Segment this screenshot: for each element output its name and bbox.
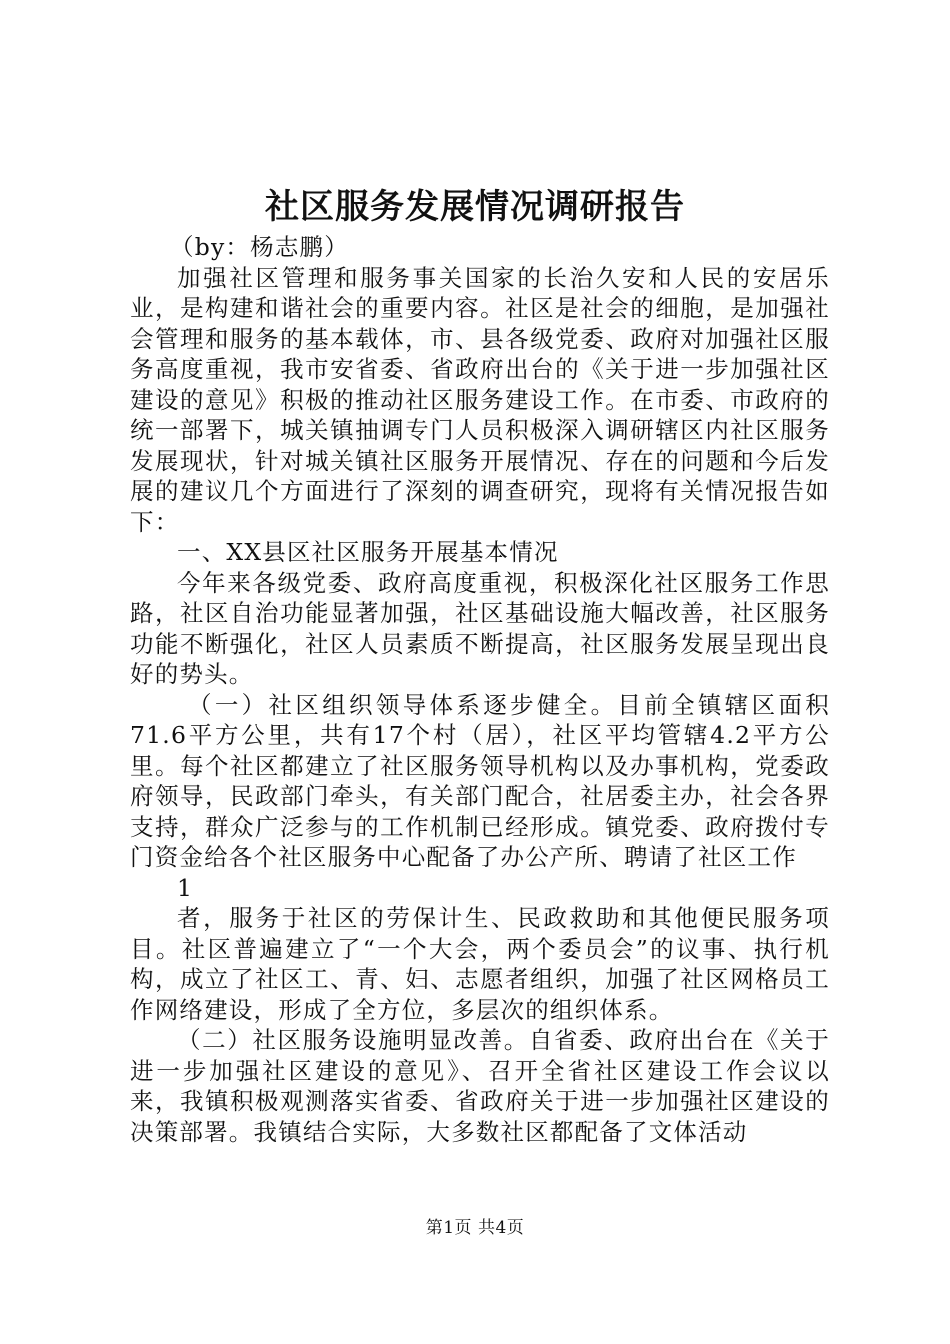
paragraph-subsection-2: （二）社区服务设施明显改善。自省委、政府出台在《关于进一步加强社区建设的意见》、召开全省社区建设工作会议以来，我镇积极观测落实省委、省政府关于进一步加强社区建设的决策部署。我镇结合实际，大多数社区都配备了文体活动 xyxy=(130,1026,830,1146)
document-body xyxy=(130,232,830,1147)
paragraph-overview: 今年来各级党委、政府高度重视，积极深化社区服务工作思路，社区自治功能显著加强，社区基础设施大幅改善，社区服务功能不断强化，社区人员素质不断提高，社区服务发展呈现出良好的势头。 xyxy=(130,568,830,688)
document-title: 社区服务发展情况调研报告 xyxy=(265,187,685,227)
inline-page-number: 1 xyxy=(177,873,194,902)
paragraph-continuation: 者，服务于社区的劳保计生、民政救助和其他便民服务项目。社区普遍建立了“一个大会，两个委员会”的议事、执行机构，成立了社区工、青、妇、志愿者组织，加强了社区网格员工作网络建设，形成了全方位，多层次的组织体系。 xyxy=(130,904,830,1024)
page-footer: 第1页 共4页 xyxy=(425,1218,525,1238)
author-line: （by：杨志鹏） xyxy=(170,233,349,261)
paragraph-intro: 加强社区管理和服务事关国家的长治久安和人民的安居乐业，是构建和谐社会的重要内容。社区是社会的细胞，是加强社会管理和服务的基本载体，市、县各级党委、政府对加强社区服务高度重视，我市安省委、省政府出台的《关于进一步加强社区建设的意见》积极的推动社区服务建设工作。在市委、市政府的统一部署下，城关镇抽调专门人员积极深入调研辖区内社区服务发展现状，针对城关镇社区服务开展情况、存在的问题和今后发展的建议几个方面进行了深刻的调查研究，现将有关情况报告如下： xyxy=(130,263,830,536)
paragraph-subsection-1: （一）社区组织领导体系逐步健全。目前全镇辖区面积71.6平方公里，共有17个村（居），社区平均管辖4.2平方公里。每个社区都建立了社区服务领导机构以及办事机构，党委政府领导，民政部门牵头，有关部门配合，社居委主办，社会各界支持，群众广泛参与的工作机制已经形成。镇党委、政府拨付专门资金给各个社区服务中心配备了办公产所、聘请了社区工作 xyxy=(130,690,830,871)
section-heading: 一、XX县区社区服务开展基本情况 xyxy=(177,538,559,566)
